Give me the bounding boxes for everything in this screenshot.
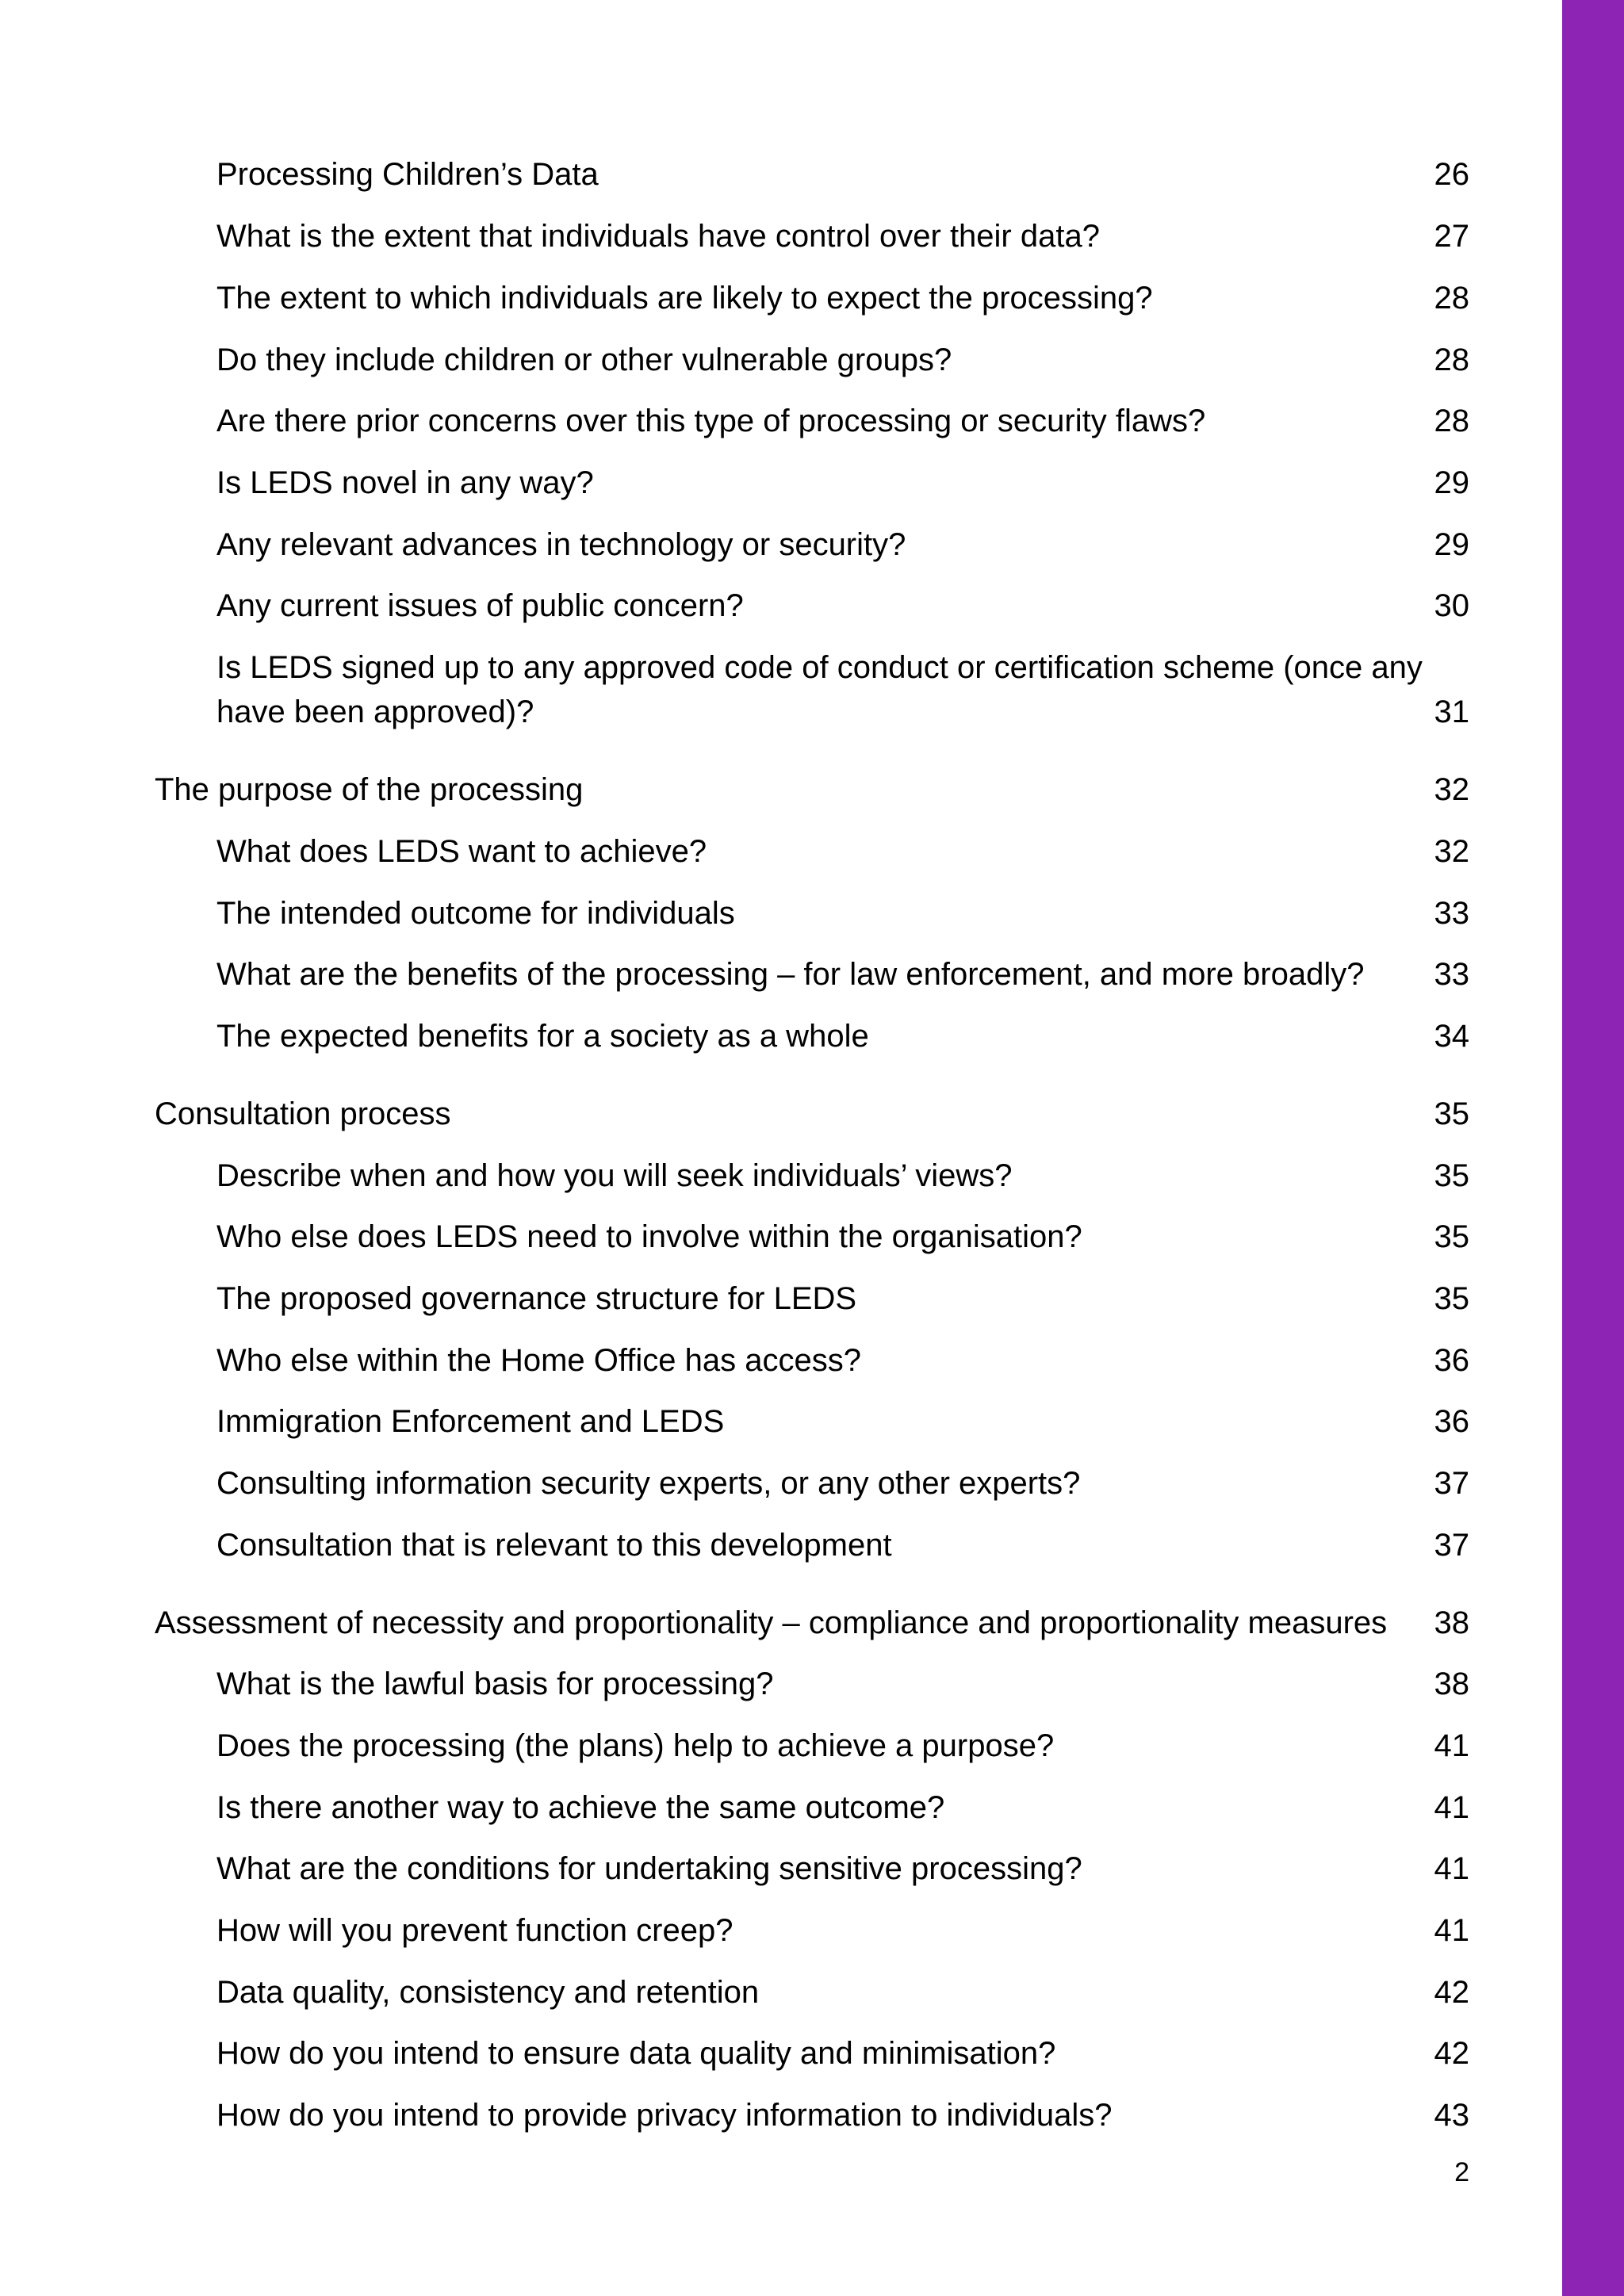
toc-entry-title: Is LEDS signed up to any approved code of conduct or certification scheme (once any have been approved)? [216,650,1423,729]
toc-entry-page: 29 [1434,527,1469,562]
toc-entry-title: Consultation that is relevant to this development [216,1528,892,1563]
toc-entry-title: The intended outcome for individuals [216,896,735,931]
toc-entry-page: 38 [1434,1605,1469,1640]
toc-entry-title: Consulting information security experts, or any other experts? [216,1466,1081,1501]
toc-entry-page: 35 [1434,1281,1469,1316]
toc-entry-title: What does LEDS want to achieve? [216,834,707,869]
toc-entry-title: Who else within the Home Office has access? [216,1343,861,1378]
toc-entry-title: What are the benefits of the processing – for law enforcement, and more broadly? [216,957,1365,992]
toc-entry-title: Assessment of necessity and proportionality – compliance and proportionality measures [155,1605,1388,1640]
toc-entry-page: 36 [1434,1404,1469,1439]
toc-entry-title: Consultation process [155,1096,451,1131]
page-number: 2 [1454,2157,1469,2187]
toc-entry-page: 41 [1434,1790,1469,1825]
toc-entry-page: 41 [1434,1728,1469,1763]
toc-entry-page: 42 [1434,2036,1469,2071]
toc-entry-title: Who else does LEDS need to involve within the organisation? [216,1219,1082,1254]
toc-entry-title: Does the processing (the plans) help to achieve a purpose? [216,1728,1055,1763]
toc-entry-title: Immigration Enforcement and LEDS [216,1404,725,1439]
toc-entry-title: Processing Children’s Data [216,157,599,192]
toc-entry-page: 28 [1434,404,1469,438]
toc-entry-page: 33 [1434,957,1469,992]
toc-entry-page: 36 [1434,1343,1469,1378]
toc-entry-title: What is the extent that individuals have control over their data? [216,219,1100,254]
toc-entry-page: 35 [1434,1219,1469,1254]
toc-entry-page: 35 [1434,1158,1469,1193]
toc-entry-title: What is the lawful basis for processing? [216,1667,774,1701]
toc-entry-page: 41 [1434,1851,1469,1886]
toc-entry-title: Is there another way to achieve the same outcome? [216,1790,945,1825]
toc-entry-title: The expected benefits for a society as a whole [216,1019,869,1054]
toc-entry-page: 43 [1434,2098,1469,2133]
toc-entry-page: 37 [1434,1466,1469,1501]
toc-entry-page: 33 [1434,896,1469,931]
toc-entry-page: 32 [1434,772,1469,807]
toc-entry-title: How do you intend to ensure data quality and minimisation? [216,2036,1056,2071]
toc-entry-page: 41 [1434,1913,1469,1948]
toc-entry-title: Any relevant advances in technology or security? [216,527,906,562]
toc-entry-title: Describe when and how you will seek individuals’ views? [216,1158,1013,1193]
toc-entry-title: Data quality, consistency and retention [216,1975,760,2010]
toc-entry-page: 28 [1434,281,1469,316]
toc-entry-title: Are there prior concerns over this type of processing or security flaws? [216,404,1206,438]
toc-entry-title: Any current issues of public concern? [216,588,744,623]
toc-entry-title: The purpose of the processing [155,772,584,807]
toc-entry-page: 29 [1434,465,1469,500]
toc-entry-page: 30 [1434,588,1469,623]
toc-entry-title: How will you prevent function creep? [216,1913,733,1948]
toc-entry-title: How do you intend to provide privacy information to individuals? [216,2098,1113,2133]
toc-entry-title: What are the conditions for undertaking sensitive processing? [216,1851,1082,1886]
toc-entry-page: 31 [1434,695,1469,729]
toc-entry-page: 38 [1434,1667,1469,1701]
toc-entry-page: 26 [1434,157,1469,192]
toc-entry-page: 28 [1434,342,1469,377]
toc-entry-title: Is LEDS novel in any way? [216,465,594,500]
toc-entry-title: Do they include children or other vulnerable groups? [216,342,952,377]
toc-entry-page: 42 [1434,1975,1469,2010]
toc-entry-page: 27 [1434,219,1469,254]
toc-entry-title: The extent to which individuals are likely to expect the processing? [216,281,1153,316]
toc-entry-page: 34 [1434,1019,1469,1054]
toc-entry-title: The proposed governance structure for LEDS [216,1281,857,1316]
toc-entry-page: 32 [1434,834,1469,869]
toc-entry-page: 37 [1434,1528,1469,1563]
toc-entry[interactable] [216,645,1469,734]
toc-entry-page: 35 [1434,1096,1469,1131]
